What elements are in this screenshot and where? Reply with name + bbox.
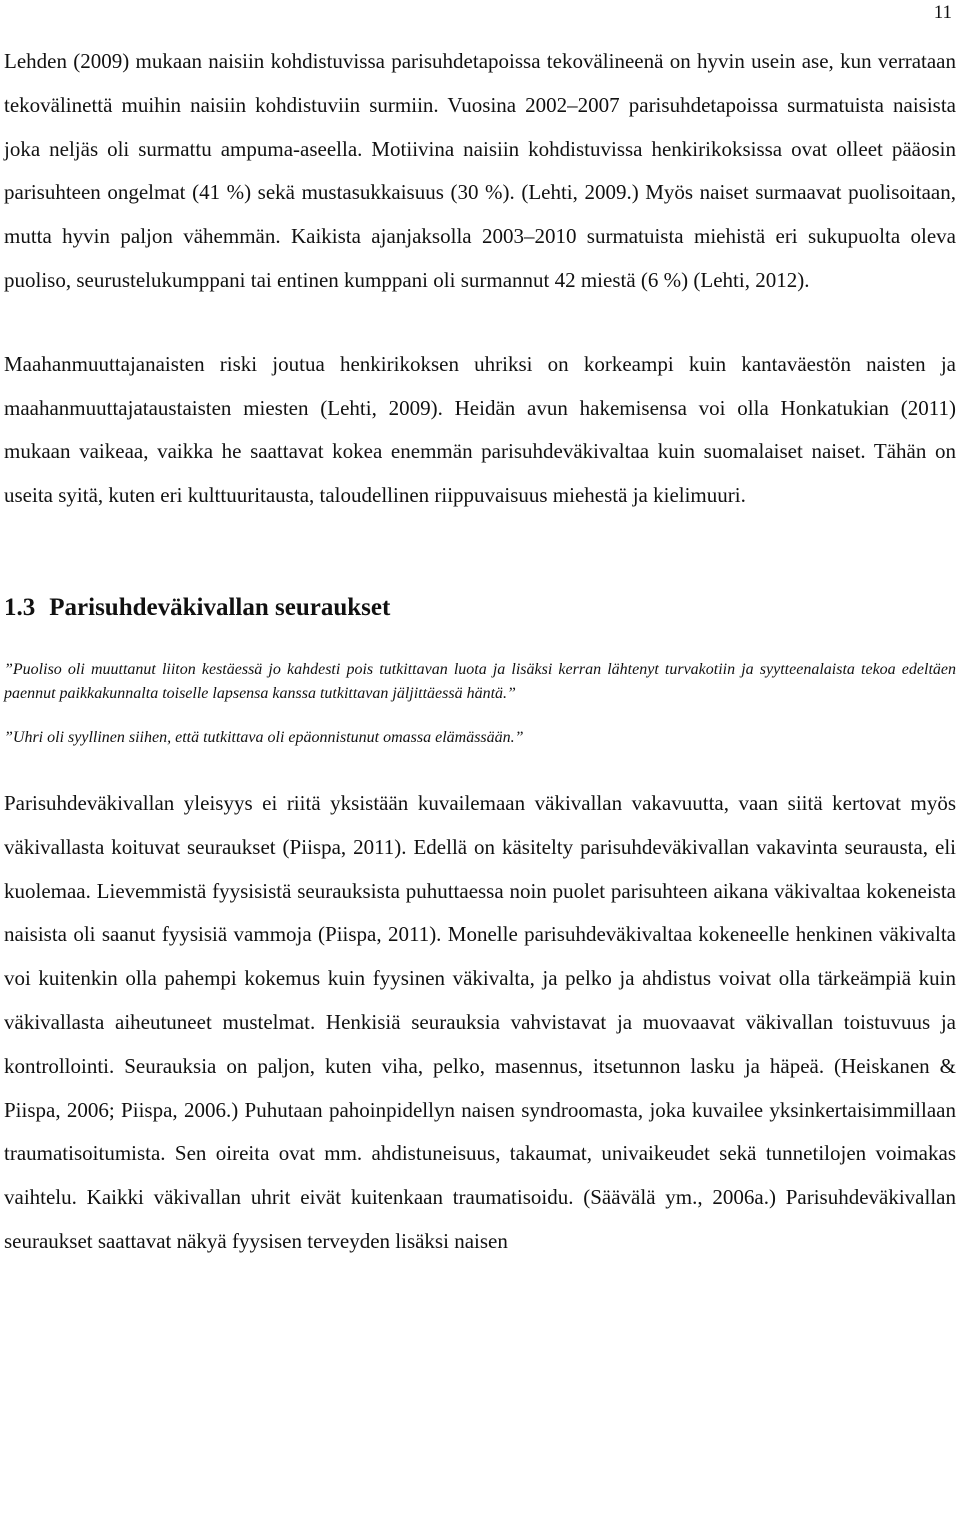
paragraph-consequences: Parisuhdeväkivallan yleisyys ei riitä yksistään kuvailemaan väkivallan vakavuutta, vaan siitä kertovat myös väkivallasta koituvat seuraukset (Piispa, 2011). Edellä on käsitelty parisuhdeväkivallan vakavinta seurausta, eli kuolemaa. Lievemmistä fyysisistä seurauksista puhuttaessa noin puolet parisuhteen aikana väkivaltaa kokeneista naisista oli saanut fyysisiä vammoja (Piispa, 2011). Monelle parisuhdeväkivaltaa kokeneelle henkinen väkivalta voi kuitenkin olla pahempi kokemus kuin fyysinen väkivalta, ja pelko ja ahdistus voivat olla tärkeämpiä kuin väkivallasta aiheutuneet mustelmat. Henkisiä seurauksia vahvistavat ja muovaavat väkivallan toistuvuus ja kontrollointi. Seurauksia on paljon, kuten viha, pelko, masennus, itsetunnon lasku ja häpeä. (Heiskanen & Piispa, 2006; Piispa, 2006.) Puhutaan pahoinpidellyn naisen syndroomasta, joka kuvailee yksinkertaisimmillaan traumatisoitumista. Sen oireita ovat mm. ahdistuneisuus, takaumat, univaikeudet sekä tunnetilojen voimakas vaihtelu. Kaikki väkivallan uhrit eivät kuitenkaan traumatisoidu. (Säävälä ym., 2006a.) Parisuhdeväkivallan seuraukset saattavat näkyä fyysisen terveyden lisäksi naisen: [4, 790, 956, 1253]
section-title: Parisuhdeväkivallan seuraukset: [49, 593, 391, 621]
page-number: 11: [933, 2, 952, 23]
quote-2: ”Uhri oli syyllinen siihen, että tutkittava oli epäonnistunut omassa elämässään.”: [4, 728, 524, 746]
section-heading: [4, 588, 956, 628]
section-number: 1.3: [4, 593, 36, 621]
quote-1: ”Puoliso oli muuttanut liiton kestäessä jo kahdesti pois tutkittavan luota ja lisäksi kerran lähtenyt turvakotiin ja syytteenalaista tekoa edeltäen paennut paikkakunnalta toiselle lapsensa kanssa tutkittavan jäljittäessä häntä.”: [4, 660, 956, 702]
paragraph-homicide-statistics: Lehden (2009) mukaan naisiin kohdistuvissa parisuhdetapoissa tekovälineenä on hyvin usein ase, kun verrataan tekovälinettä muihin naisiin kohdistuviin surmiin. Vuosina 2002–2007 parisuhdetapoissa surmatuista naisista joka neljäs oli surmattu ampuma-aseella. Motiivina naisiin kohdistuvissa henkirikoksissa ovat olleet pääosin parisuhteen ongelmat (41 %) sekä mustasukkaisuus (30 %). (Lehti, 2009.) Myös naiset surmaavat puolisoitaan, mutta hyvin paljon vähemmän. Kaikista ajanjaksolla 2003–2010 surmatuista miehistä eri sukupuolta oleva puoliso, seurustelukumppani tai entinen kumppani oli surmannut 42 miestä (6 %) (Lehti, 2012).: [4, 49, 956, 292]
document-body: [4, 40, 956, 1264]
paragraph-immigrant-women: Maahanmuuttajanaisten riski joutua henkirikoksen uhriksi on korkeampi kuin kantaväestön naisten ja maahanmuuttajataustaisten miesten (Lehti, 2009). Heidän avun hakemisensa voi olla Honkatukian (2011) mukaan vaikeaa, vaikka he saattavat kokea enemmän parisuhdeväkivaltaa kuin suomalaiset naiset. Tähän on useita syitä, kuten eri kulttuuritausta, taloudellinen riippuvaisuus miehestä ja kielimuuri.: [4, 351, 956, 508]
